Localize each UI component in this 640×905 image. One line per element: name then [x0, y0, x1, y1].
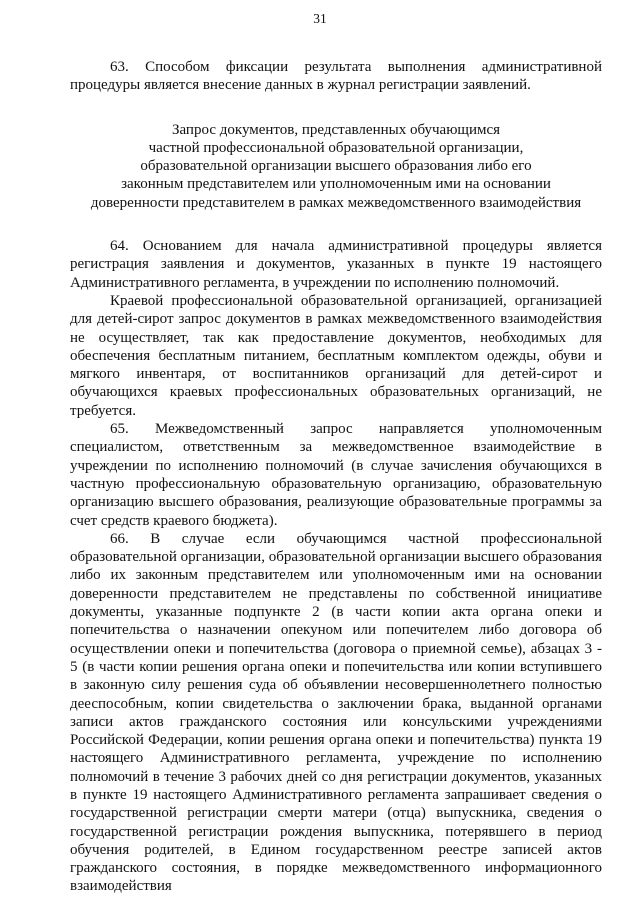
- paragraph-63: 63. Способом фиксации результата выполнения административной процедуры является внесение данных в журнал регистрации заявлений.: [70, 59, 602, 94]
- heading-line: образовательной организации высшего образования либо его: [140, 158, 532, 175]
- paragraph-65: 65. Межведомственный запрос направляется уполномоченным специалистом, ответственным за межведомственное взаимодействие в учреждении по исполнению полномочий (в случае зачисления обучающихся в частную профессиональную образовательную организацию, образовательную организацию высшего образования, реализующие образовательные программы за счет средств краевого бюджета).: [70, 421, 602, 529]
- heading-line: доверенности представителем в рамках межведомственного взаимодействия: [90, 194, 582, 211]
- paragraph-66: 66. В случае если обучающимся частной профессиональной образовательной организации, образовательной организации высшего образования либо их законным представителем или уполномоченным ими на основании доверенности представителем не представлены по собственной инициативе документы, указанные подпункте 2 (в части копии акта органа опеки и попечительства о назначении опекуном или попечителем либо договора об осуществлении опеки и попечительства (договора о приемной семье), абзацах 3 - 5 (в части копии решения органа опеки и попечительства или копии вступившего в законную силу решения суда об объявлении несовершеннолетнего полностью дееспособным, копии свидетельства о заключении брака, выданной органами записи актов гражданского состояния или консульскими учреждениями Российской Федерации, копии решения органа опеки и попечительства) пункта 19 настоящего Административного регламента, учреждение по исполнению полномочий в течение 3 рабочих дней со дня регистрации документов, указанных в пункте 19 настоящего Административного регламента запрашивает сведения о государственной регистрации смерти матери (отца) выпускника, сведения о государственной регистрации рождения выпускника, потерявшего в период обучения родителей, в Едином государственном реестре записей актов гражданского состояния, в порядке межведомственного информационного взаимодействия: [70, 530, 602, 895]
- page-number: 31: [313, 11, 327, 26]
- paragraph-64-regional: Краевой профессиональной образовательной организацией, организацией для детей-сирот запрос документов в рамках межведомственного взаимодействия не осуществляет, так как предоставление документов, необходимых для обеспечения бесплатным питанием, бесплатным комплектом одежды, обуви и мягкого инвентаря, от воспитанников организаций для детей-сирот и обучающихся краевых профессиональных образовательных организаций, не требуется.: [70, 292, 602, 419]
- section-heading: [70, 121, 602, 212]
- heading-line: законным представителем или уполномоченным ими на основании: [121, 176, 551, 193]
- heading-line: частной профессиональной образовательной организации,: [148, 139, 524, 156]
- heading-line: Запрос документов, представленных обучающимся: [171, 121, 501, 138]
- document-body: [70, 58, 602, 896]
- paragraph-64: 64. Основанием для начала административной процедуры является регистрация заявления и документов, указанных в пункте 19 настоящего Административного регламента, в учреждении по исполнению полномочий.: [70, 238, 602, 291]
